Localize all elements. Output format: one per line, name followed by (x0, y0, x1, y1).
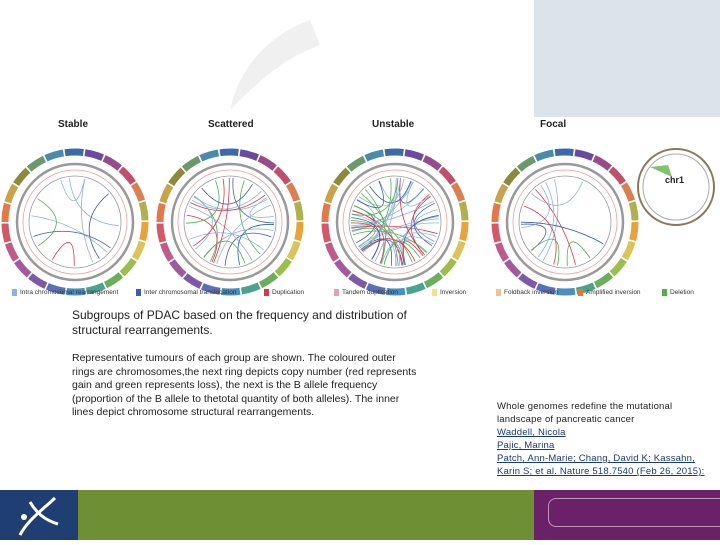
legend-label: Inter chromosomal translocation (144, 289, 237, 296)
chromosome-segment (8, 186, 15, 203)
chromosome-segment (441, 169, 453, 183)
chromosome-segment (325, 224, 328, 242)
chromosome-segment (65, 152, 83, 153)
chromosome-segment (366, 153, 384, 158)
watermark-swirl (200, 15, 360, 125)
chromosome-segment (46, 153, 64, 158)
chromosome-segment (5, 224, 8, 242)
chromosome-segment (171, 170, 183, 184)
legend-item (496, 289, 558, 296)
chromosome-segment (426, 275, 441, 285)
chromosome-segment (498, 243, 506, 260)
rearrangement-link (61, 179, 85, 201)
data-ring (29, 176, 121, 268)
chromosome-segment (143, 222, 145, 240)
chr1-inset (638, 149, 714, 225)
caption-body: Representative tumours of each group are shown. The coloured outer rings are chromosomes,the next ring depicts copy number (red represents gain and green represents loss), the next is the B allele frequency (proportion of the B allele to thetotal quantity of both alleles). The inner lines depict chromosome structural rearrangements. (72, 352, 417, 418)
rearrangement-link (81, 179, 93, 262)
rearrangement-link (194, 196, 212, 249)
data-ring (337, 164, 453, 280)
chromosome-segment (495, 224, 498, 242)
rearrangement-link (521, 224, 546, 250)
chromosome-segment (298, 222, 300, 240)
circos-figure (0, 112, 720, 302)
legend-item (432, 289, 466, 296)
rearrangement-link (524, 206, 556, 264)
legend-label: Duplication (272, 289, 305, 296)
chromosome-segment (297, 202, 300, 220)
chromosome-segment (536, 153, 554, 158)
legend-item (662, 289, 694, 296)
legend-label: Intra chromosomal rearrangement (20, 289, 119, 296)
citation (497, 400, 719, 478)
dna-logo-icon (0, 490, 78, 540)
data-ring (519, 176, 611, 268)
citation-source-link[interactable]: Patch, Ann-Marie; Chang, David K; Kassahn, Karin S; et al. Nature 518.7540 (Feb 26, 2015): (497, 453, 705, 477)
legend-swatch (334, 289, 339, 296)
chromosome-segment (163, 243, 171, 260)
chromosome-segment (85, 153, 103, 158)
legend-swatch (432, 289, 437, 296)
legend-item (136, 289, 237, 296)
chromosome-segment (350, 276, 366, 286)
legend-swatch (662, 289, 667, 296)
chromosome-segment (462, 202, 465, 220)
legend-item (334, 289, 398, 296)
chromosome-segment (277, 260, 289, 274)
chromosome-segment (29, 159, 44, 169)
chromosome-segment (134, 184, 142, 201)
chromosome-segment (184, 159, 199, 169)
chromosome-segment (633, 222, 635, 240)
panel-title-focal: Focal (540, 119, 567, 130)
chromosome-segment (121, 169, 133, 183)
chromosome-segment (17, 261, 29, 275)
chromosome-segment (555, 152, 573, 153)
circos-plot (160, 152, 300, 292)
chromosome-segment (495, 204, 497, 222)
chromosome-segment (455, 242, 462, 259)
chromosome-segment (16, 170, 28, 184)
chromosome-segment (142, 202, 145, 220)
rearrangement-link (52, 242, 74, 266)
chromosome-segment (160, 204, 162, 222)
legend-label: Tandem duplication (342, 289, 399, 296)
circos-plot (5, 152, 145, 292)
legend-swatch (578, 289, 583, 296)
chromosome-segment (160, 224, 163, 242)
chromosome-segment (625, 242, 632, 259)
rearrangement-link (382, 233, 437, 264)
chromosome-segment (135, 242, 142, 259)
chromosome-segment (498, 186, 505, 203)
chromosome-segment (336, 170, 348, 184)
circos-plot (325, 152, 465, 292)
chromosome-segment (612, 260, 624, 274)
footer-bar (78, 490, 534, 540)
citation-author-link[interactable]: Pajic, Marina (497, 440, 555, 451)
chromosome-segment (104, 158, 120, 168)
chromosome-segment (611, 169, 623, 183)
panel-title-stable: Stable (58, 119, 89, 130)
chromosome-segment (5, 204, 7, 222)
side-panel (534, 0, 720, 117)
chromosome-segment (594, 158, 610, 168)
chromosome-segment (463, 222, 465, 240)
chromosome-segment (596, 275, 611, 285)
figure-legend (12, 287, 712, 301)
chromosome-segment (575, 153, 593, 158)
chromosome-segment (507, 261, 519, 275)
chromosome-segment (8, 243, 16, 260)
panel-title-unstable: Unstable (372, 119, 415, 130)
chromosome-segment (328, 186, 335, 203)
chromosome-segment (454, 184, 462, 201)
data-ring (178, 170, 282, 274)
chromosome-segment (328, 243, 336, 260)
chromosome-segment (290, 242, 297, 259)
chromosome-segment (261, 275, 276, 285)
citation-title: Whole genomes redefine the mutational landscape of pancreatic cancer (497, 401, 673, 425)
chromosome-segment (185, 276, 201, 286)
chromosome-segment (240, 153, 258, 158)
chromosome-segment (385, 152, 403, 153)
data-ring (343, 170, 447, 274)
circos-plots (0, 127, 720, 302)
rearrangement-link (69, 178, 118, 225)
inset-label: chr1 (665, 175, 685, 185)
legend-swatch (136, 289, 141, 296)
chromosome-segment (122, 260, 134, 274)
panel-title-scattered: Scattered (208, 119, 254, 130)
rearrangement-link (89, 194, 109, 259)
chromosome-segment (337, 261, 349, 275)
chromosome-segment (201, 153, 219, 158)
legend-swatch (12, 289, 17, 296)
data-ring (17, 164, 133, 280)
chromosome-segment (519, 159, 534, 169)
chromosome-segment (405, 153, 423, 158)
chromosome-segment (442, 260, 454, 274)
chromosome-segment (106, 275, 121, 285)
chromosome-segment (172, 261, 184, 275)
rearrangement-link (38, 199, 57, 246)
data-ring (23, 170, 127, 274)
chromosome-segment (520, 276, 536, 286)
chromosome-segment (289, 184, 297, 201)
footer-outline-box (548, 498, 720, 527)
chromosome-segment (30, 276, 46, 286)
legend-item (578, 289, 641, 296)
legend-swatch (264, 289, 269, 296)
legend-item (12, 289, 118, 296)
legend-swatch (496, 289, 501, 296)
legend-label: Inversion (440, 289, 467, 296)
footer-logo-block (0, 490, 78, 540)
rearrangement-link (202, 184, 253, 204)
chromosome-segment (424, 158, 440, 168)
rearrangement-link (357, 181, 384, 208)
legend-label: Foldback inversion (504, 289, 559, 296)
chromosome-segment (220, 152, 238, 153)
citation-author-link[interactable]: Waddell, Nicola (497, 427, 566, 438)
chromosome-segment (632, 202, 635, 220)
caption-title: Subgroups of PDAC based on the frequency and distribution of structural rearrangements. (72, 308, 407, 337)
legend-item (264, 289, 304, 296)
chromosome-segment (276, 169, 288, 183)
legend-label: Deletion (670, 289, 694, 296)
circos-plot (495, 152, 635, 292)
chromosome-segment (624, 184, 632, 201)
chromosome-segment (259, 158, 275, 168)
chromosome-segment (163, 186, 170, 203)
rearrangement-link (402, 241, 423, 265)
chromosome-segment (506, 170, 518, 184)
data-ring (172, 164, 288, 280)
chromosome-segment (325, 204, 327, 222)
chromosome-segment (349, 159, 364, 169)
legend-label: Amplified inversion (586, 289, 641, 296)
